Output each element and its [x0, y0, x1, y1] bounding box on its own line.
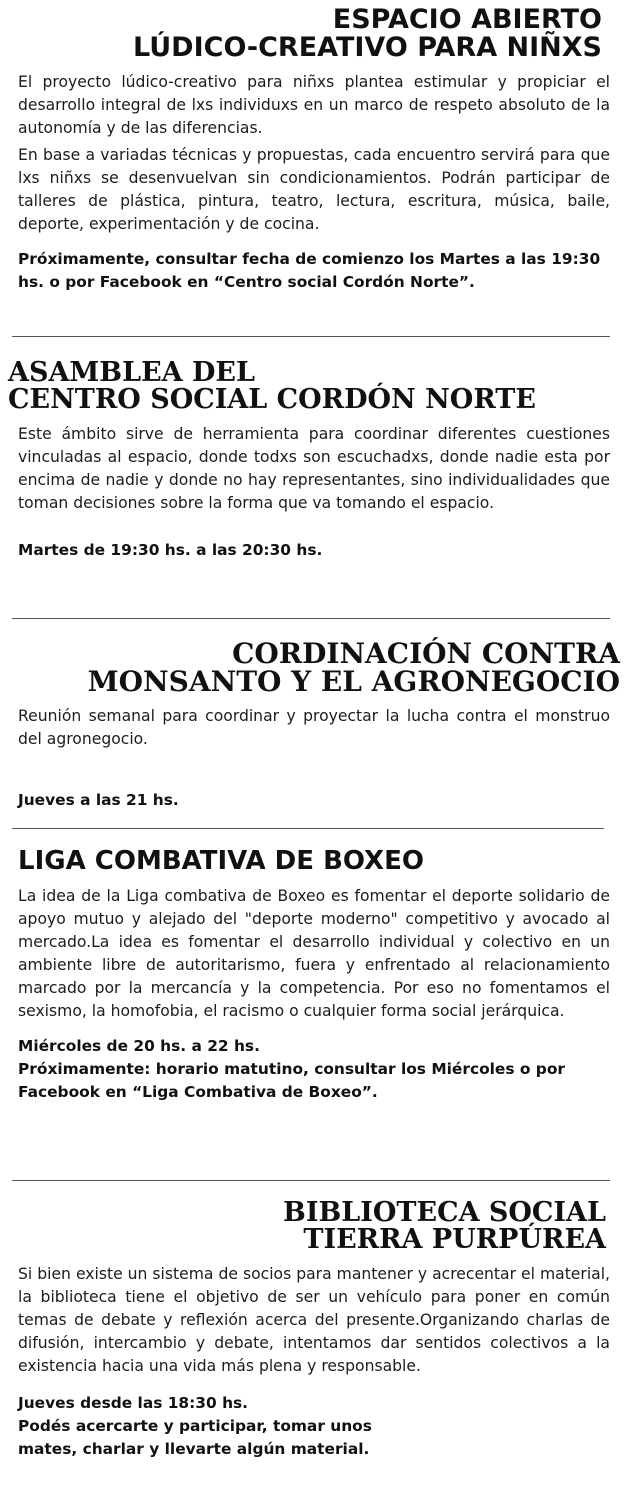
- title-line: LIGA COMBATIVA DE BOXEO: [18, 846, 424, 876]
- schedule-note: Martes de 19:30 hs. a las 20:30 hs.: [18, 541, 323, 559]
- section-title: [0, 1199, 632, 1253]
- section-biblioteca: [0, 1199, 632, 1461]
- section-paragraph: En base a variadas técnicas y propuestas, cada encuentro servirá para que lxs niñxs se desenvuelvan sin condicionamientos. Podrán participar de talleres de plástica, pintura, teatro, lectura, escritura, música, baile, deporte, experimentación y de cocina.: [18, 145, 610, 233]
- title-line: BIBLIOTECA SOCIAL: [283, 1197, 606, 1228]
- title-line: ASAMBLEA DEL: [8, 357, 255, 388]
- schedule-note: Jueves desde las 18:30 hs.: [18, 1394, 249, 1412]
- section-paragraph: Si bien existe un sistema de socios para mantener y acrecentar el material, la biblioteca tiene el objetivo de ser un vehículo para poner en común temas de debate y reflexión acerca del presente.Organizando charlas de difusión, intercambio y debate, intentamos dar sentidos colectivos a la existencia hacia una vida más plena y responsable.: [18, 1265, 610, 1375]
- section-divider: [12, 618, 610, 619]
- section-monsanto: [0, 637, 632, 812]
- schedule-note: Próximamente: horario matutino, consultar los Miércoles o por Facebook en “Liga Combativa de Boxeo”.: [18, 1060, 565, 1102]
- section-paragraph: Este ámbito sirve de herramienta para coordinar diferentes cuestiones vinculadas al espacio, donde todxs son escuchadxs, donde nadie esta por encima de nadie y donde no hay representantes, sino individualidades que toman decisiones sobre la forma que va tomando el espacio.: [18, 425, 610, 512]
- section-paragraph: La idea de la Liga combativa de Boxeo es fomentar el deporte solidario de apoyo mutuo y alejado del "deporte moderno" competitivo y avocado al mercado.La idea es fomentar el desarrollo individual y colectivo en un ambiente libre de autoritarismo, fuera y enfrentado al relacionamiento marcado por la mercancía y la competencia. Por eso no fomentamos el sexismo, la homofobia, el racismo o cualquier forma social jerárquica.: [18, 887, 610, 1021]
- title-line: CENTRO SOCIAL CORDÓN NORTE: [8, 384, 536, 415]
- title-line: CORDINACIÓN CONTRA: [232, 637, 620, 670]
- schedule-note: Miércoles de 20 hs. a 22 hs.: [18, 1037, 260, 1056]
- section-paragraph: Reunión semanal para coordinar y proyectar la lucha contra el monstruo del agronegocio.: [18, 707, 610, 748]
- section-divider: [12, 828, 604, 829]
- section-asamblea: [0, 359, 632, 562]
- section-title: [0, 848, 632, 875]
- section-espacio-ludico: [0, 6, 632, 294]
- section-divider: [12, 1180, 610, 1181]
- schedule-note: Próximamente, consultar fecha de comienzo los Martes a las 19:30 hs. o por Facebook en “Centro social Cordón Norte”.: [18, 249, 601, 291]
- title-line: TIERRA PURPÚREA: [303, 1224, 606, 1255]
- section-divider: [12, 336, 610, 337]
- title-line: MONSANTO Y EL AGRONEGOCIO: [87, 665, 620, 698]
- title-line: LÚDICO-CREATIVO PARA NIÑXS: [133, 32, 602, 64]
- schedule-note: Podés acercarte y participar, tomar unos mates, charlar y llevarte algún material.: [18, 1417, 372, 1458]
- section-title: [0, 6, 632, 63]
- section-boxeo: [0, 848, 632, 1104]
- schedule-note: Jueves a las 21 hs.: [18, 791, 179, 809]
- title-line: ESPACIO ABIERTO: [332, 4, 602, 35]
- section-paragraph: El proyecto lúdico-creativo para niñxs plantea estimular y propiciar el desarrollo integral de lxs individuxs en un marco de respeto absoluto de la autonomía y de las diferencias.: [18, 72, 610, 137]
- section-title: [0, 637, 632, 698]
- section-title: [0, 359, 632, 413]
